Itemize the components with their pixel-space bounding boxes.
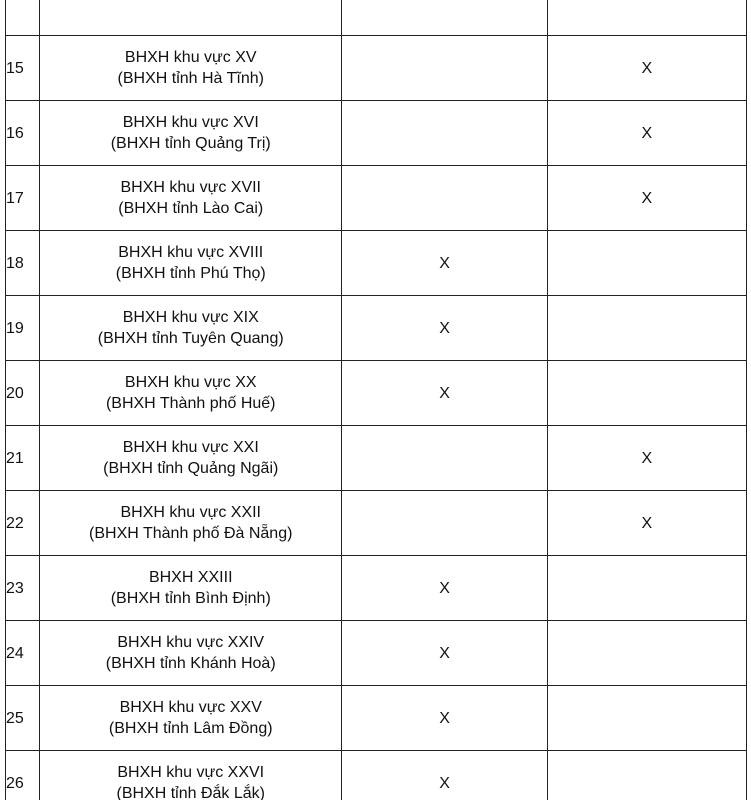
row-number: 26 [6, 751, 40, 800]
agency-name-cell [40, 751, 342, 800]
agency-province-name: (BHXH tỉnh Đắk Lắk) [116, 785, 265, 800]
table-row [6, 686, 747, 751]
agency-province-name: (BHXH tỉnh Tuyên Quang) [97, 330, 284, 347]
table-row [6, 361, 747, 426]
agency-province-name: (BHXH tỉnh Quảng Trị) [110, 135, 271, 152]
row-number: 22 [6, 491, 40, 556]
agency-name-cell [40, 556, 342, 621]
agency-region-name: BHXH khu vực XVIII [118, 244, 264, 261]
row-number: 15 [6, 36, 40, 101]
mark-cell-a [342, 166, 547, 231]
table-body [6, 0, 747, 800]
mark-cell-a: X [342, 751, 547, 800]
table-row [6, 491, 747, 556]
agency-region-name: BHXH XXIII [148, 569, 233, 586]
agency-name-cell [40, 0, 342, 36]
mark-cell-b [547, 686, 746, 751]
agency-province-name: (BHXH tỉnh Lào Cai) [118, 200, 264, 217]
mark-cell-a: X [342, 621, 547, 686]
agency-province-name: (BHXH tỉnh Quảng Ngãi) [103, 460, 279, 477]
mark-cell-a: X [342, 556, 547, 621]
agency-region-name: BHXH khu vực XXI [122, 439, 259, 456]
agency-province-name: (BHXH Thành phố Huế) [105, 395, 276, 412]
agency-province-name: (BHXH tỉnh Phú Thọ) [115, 265, 266, 282]
agency-name-cell [40, 491, 342, 556]
mark-cell-b: X [547, 426, 746, 491]
agency-region-name: BHXH khu vực XXIV [117, 634, 265, 651]
mark-cell-a: X [342, 361, 547, 426]
agency-name-cell [40, 36, 342, 101]
agency-region-name: BHXH khu vực XX [124, 374, 257, 391]
table-row [6, 426, 747, 491]
row-number: 17 [6, 166, 40, 231]
row-number: 23 [6, 556, 40, 621]
mark-cell-b [547, 621, 746, 686]
table-row [6, 36, 747, 101]
row-number: 19 [6, 296, 40, 361]
table-row [6, 296, 747, 361]
row-number: 18 [6, 231, 40, 296]
mark-cell-b [547, 556, 746, 621]
mark-cell-a: X [342, 231, 547, 296]
mark-cell-b: X [547, 166, 746, 231]
mark-cell-b [547, 0, 746, 36]
table-row [6, 231, 747, 296]
agency-region-name: BHXH khu vực XXVI [117, 764, 265, 781]
agency-region-name: BHXH khu vực XVII [120, 179, 261, 196]
table-row [6, 556, 747, 621]
agency-region-name: BHXH khu vực XXV [119, 699, 262, 716]
agency-name-cell [40, 166, 342, 231]
agency-name-cell [40, 686, 342, 751]
table-row [6, 751, 747, 800]
agency-name-cell [40, 361, 342, 426]
agency-region-name: BHXH khu vực XVI [122, 114, 259, 131]
mark-cell-b: X [547, 36, 746, 101]
mark-cell-a [342, 426, 547, 491]
row-number: 25 [6, 686, 40, 751]
mark-cell-b [547, 361, 746, 426]
agency-province-name: (BHXH tỉnh Lâm Đồng) [108, 720, 273, 737]
agency-region-name: BHXH khu vực XIX [122, 309, 259, 326]
mark-cell-b [547, 751, 746, 800]
agency-region-name: BHXH khu vực XV [124, 49, 257, 66]
row-number: 21 [6, 426, 40, 491]
mark-cell-b [547, 231, 746, 296]
row-number: 24 [6, 621, 40, 686]
agency-province-name: (BHXH tỉnh Hà Tĩnh) [117, 70, 264, 87]
row-number [6, 0, 40, 36]
mark-cell-b: X [547, 101, 746, 166]
agency-region-name: BHXH khu vực XXII [120, 504, 261, 521]
agency-name-cell [40, 426, 342, 491]
agency-name-cell [40, 296, 342, 361]
table-row [6, 101, 747, 166]
table-row [6, 0, 747, 36]
agency-name-cell [40, 231, 342, 296]
row-number: 16 [6, 101, 40, 166]
table-row [6, 621, 747, 686]
agency-province-name: (BHXH tỉnh Khánh Hoà) [105, 655, 276, 672]
mark-cell-a [342, 101, 547, 166]
table-row [6, 166, 747, 231]
mark-cell-a [342, 491, 547, 556]
row-number: 20 [6, 361, 40, 426]
mark-cell-b [547, 296, 746, 361]
agency-name-cell [40, 621, 342, 686]
agency-table [5, 0, 747, 800]
mark-cell-a: X [342, 296, 547, 361]
agency-province-name: (BHXH tỉnh Bình Định) [110, 590, 271, 607]
agency-name-cell [40, 101, 342, 166]
agency-province-name: (BHXH Thành phố Đà Nẵng) [89, 525, 293, 542]
mark-cell-a: X [342, 686, 547, 751]
mark-cell-a [342, 36, 547, 101]
mark-cell-b: X [547, 491, 746, 556]
mark-cell-a [342, 0, 547, 36]
